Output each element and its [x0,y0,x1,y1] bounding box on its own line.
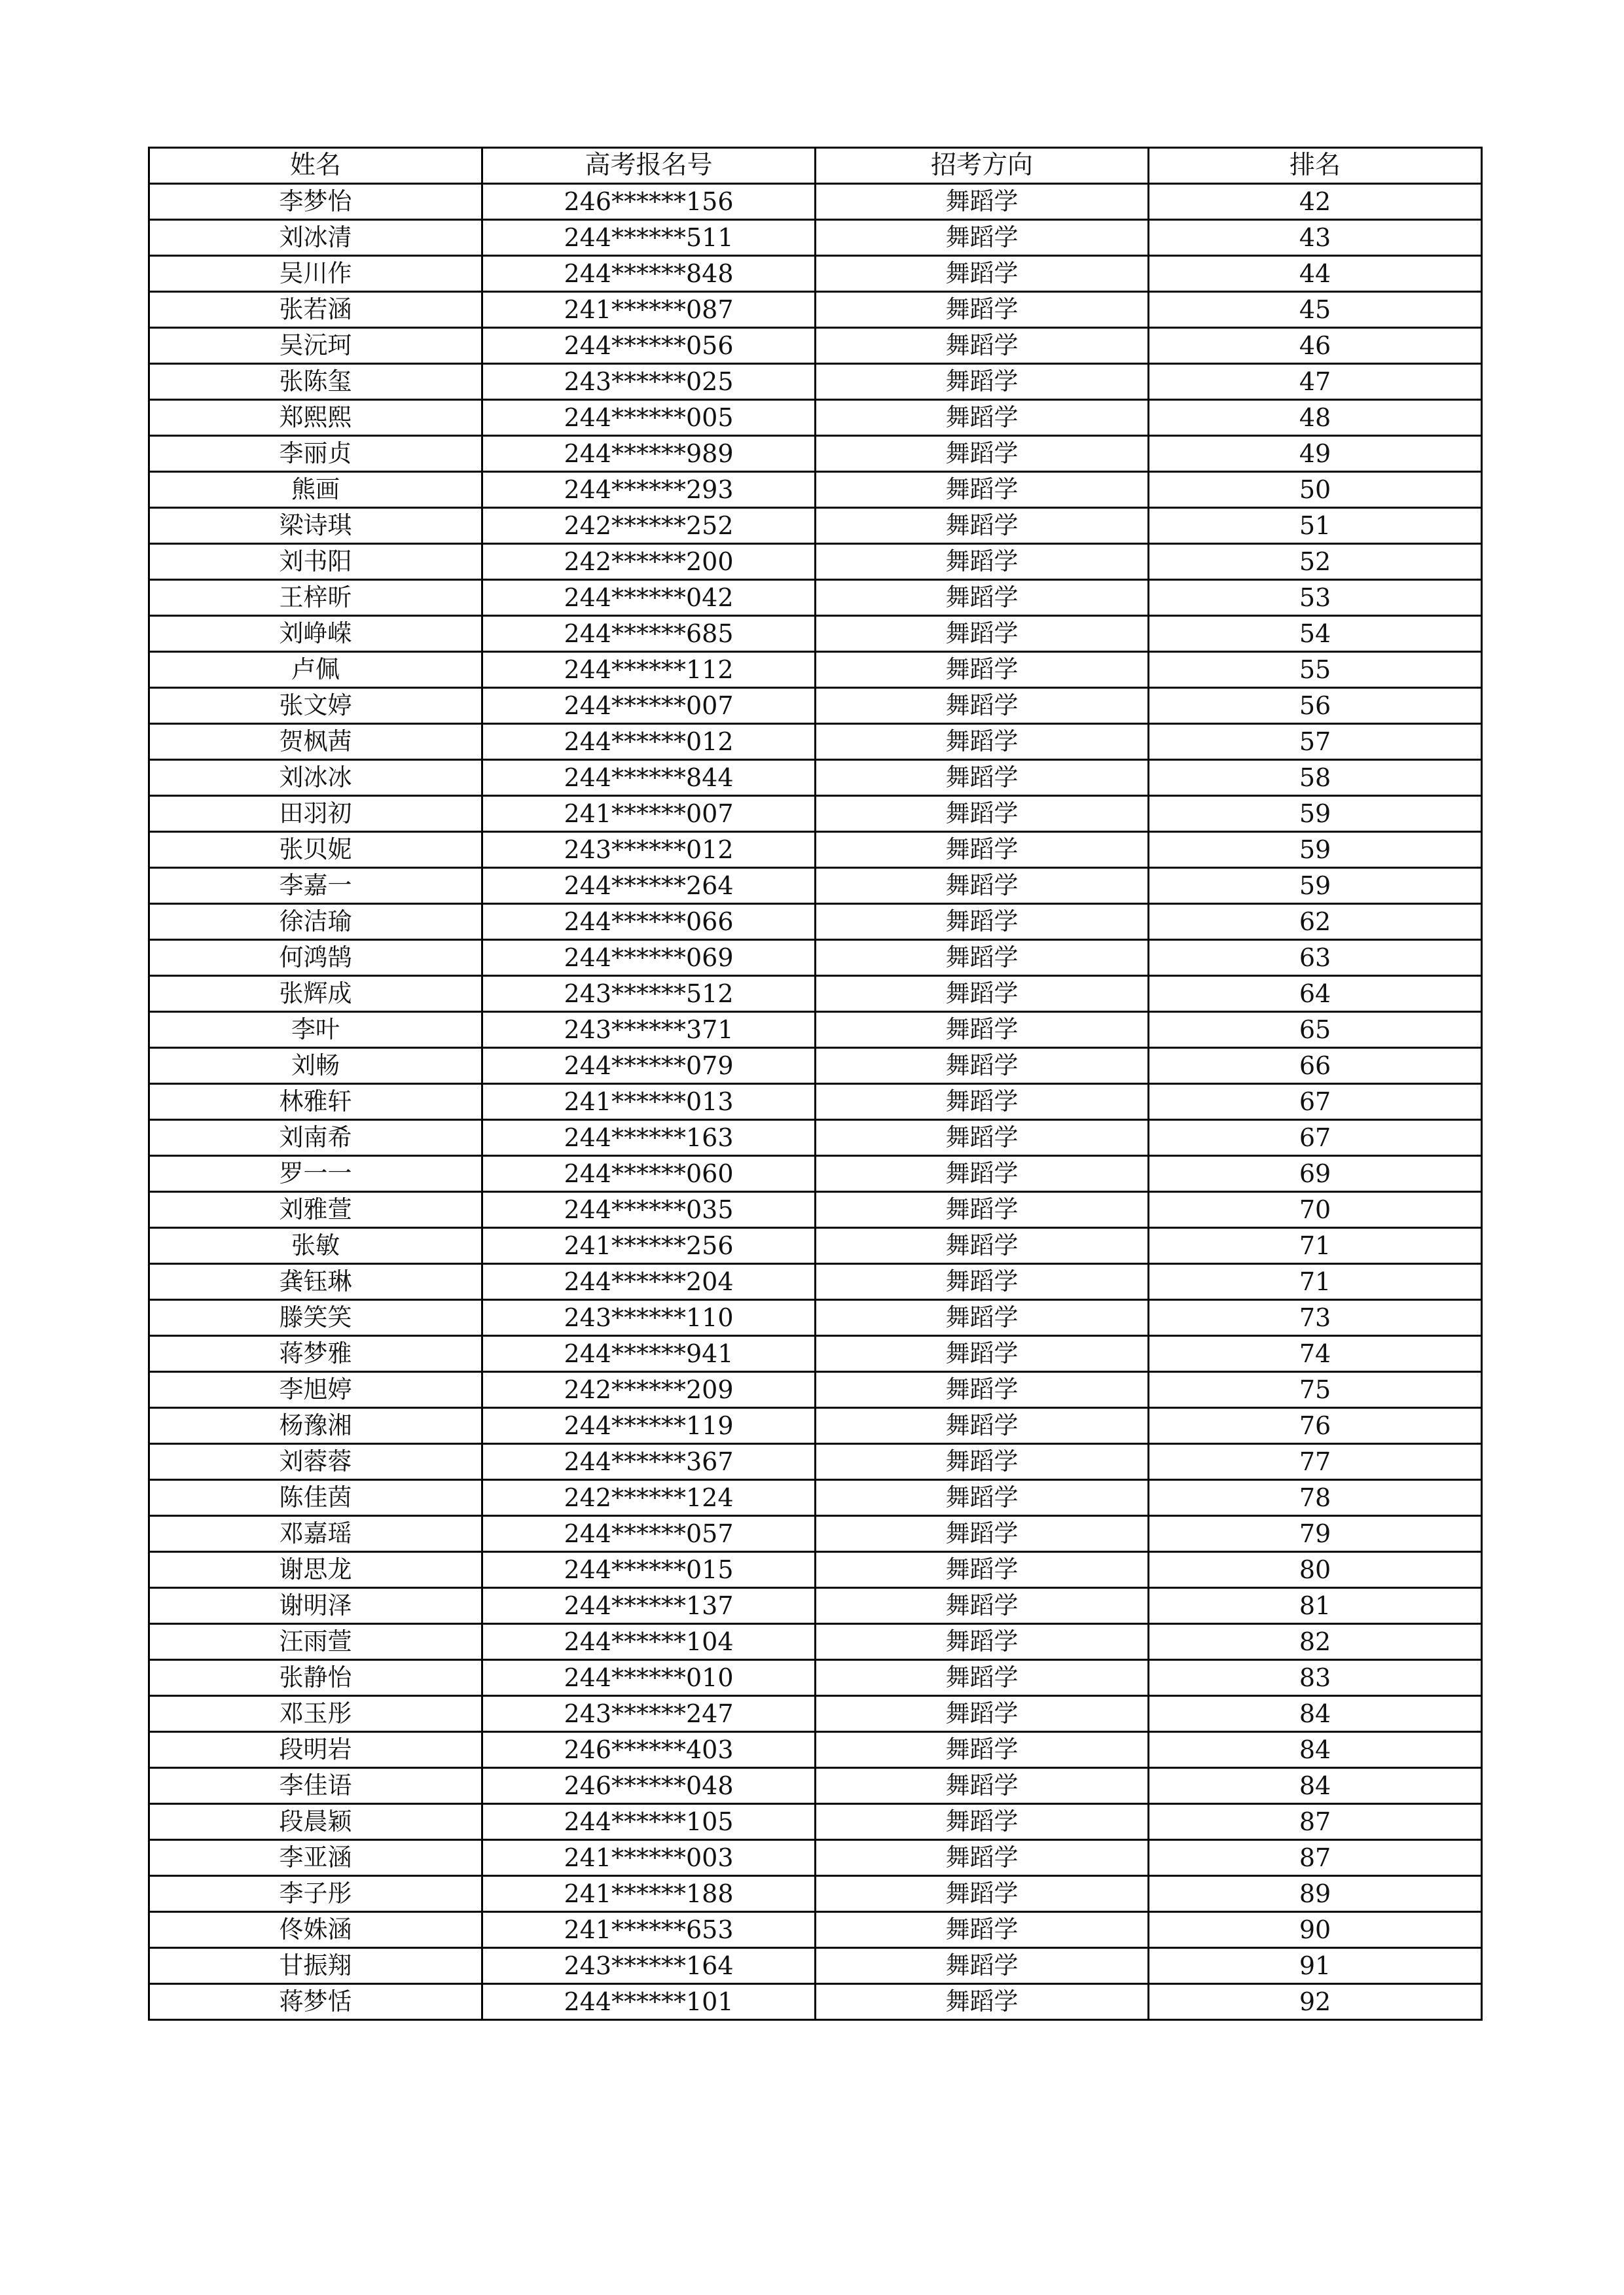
cell-rank: 89 [1149,1876,1482,1912]
table-row [149,1012,1482,1048]
cell-name: 陈佳茵 [149,1480,482,1516]
cell-rank: 74 [1149,1336,1482,1372]
cell-name: 吴川作 [149,256,482,292]
cell-registration-number: 241******188 [482,1876,816,1912]
cell-name: 吴沅珂 [149,328,482,364]
cell-direction: 舞蹈学 [816,832,1149,868]
cell-rank: 56 [1149,688,1482,724]
cell-rank: 66 [1149,1048,1482,1084]
cell-name: 田羽初 [149,796,482,832]
cell-registration-number: 244******042 [482,580,816,616]
table-header-row [149,148,1482,184]
table-row [149,616,1482,652]
cell-name: 滕笑笑 [149,1300,482,1336]
cell-direction: 舞蹈学 [816,220,1149,256]
cell-rank: 76 [1149,1408,1482,1444]
table-row [149,1192,1482,1228]
cell-registration-number: 241******013 [482,1084,816,1120]
table-row [149,760,1482,796]
cell-name: 甘振翔 [149,1948,482,1984]
cell-rank: 71 [1149,1228,1482,1264]
cell-direction: 舞蹈学 [816,328,1149,364]
cell-rank: 55 [1149,652,1482,688]
table-row [149,796,1482,832]
table-row [149,1372,1482,1408]
table-row [149,688,1482,724]
cell-registration-number: 244******848 [482,256,816,292]
cell-direction: 舞蹈学 [816,1264,1149,1300]
cell-direction: 舞蹈学 [816,544,1149,580]
cell-direction: 舞蹈学 [816,1192,1149,1228]
cell-direction: 舞蹈学 [816,1084,1149,1120]
cell-name: 李梦怡 [149,184,482,220]
cell-direction: 舞蹈学 [816,904,1149,940]
table-row [149,1768,1482,1804]
cell-direction: 舞蹈学 [816,436,1149,472]
table-row [149,436,1482,472]
cell-registration-number: 244******941 [482,1336,816,1372]
cell-name: 张静怡 [149,1660,482,1696]
table-row [149,1336,1482,1372]
table-row [149,328,1482,364]
cell-direction: 舞蹈学 [816,1480,1149,1516]
cell-registration-number: 242******209 [482,1372,816,1408]
cell-rank: 42 [1149,184,1482,220]
cell-name: 蒋梦雅 [149,1336,482,1372]
cell-rank: 69 [1149,1156,1482,1192]
cell-registration-number: 244******989 [482,436,816,472]
cell-direction: 舞蹈学 [816,472,1149,508]
cell-registration-number: 241******007 [482,796,816,832]
cell-rank: 47 [1149,364,1482,400]
cell-direction: 舞蹈学 [816,796,1149,832]
cell-rank: 75 [1149,1372,1482,1408]
table-row [149,1876,1482,1912]
cell-direction: 舞蹈学 [816,1768,1149,1804]
cell-rank: 84 [1149,1696,1482,1732]
table-row [149,292,1482,328]
cell-direction: 舞蹈学 [816,1228,1149,1264]
table-row [149,1804,1482,1840]
cell-rank: 71 [1149,1264,1482,1300]
cell-registration-number: 243******110 [482,1300,816,1336]
cell-rank: 82 [1149,1624,1482,1660]
cell-rank: 58 [1149,760,1482,796]
cell-direction: 舞蹈学 [816,1696,1149,1732]
cell-registration-number: 244******056 [482,328,816,364]
cell-direction: 舞蹈学 [816,1120,1149,1156]
cell-rank: 48 [1149,400,1482,436]
table-row [149,472,1482,508]
cell-registration-number: 244******105 [482,1804,816,1840]
cell-registration-number: 244******844 [482,760,816,796]
cell-name: 李子彤 [149,1876,482,1912]
cell-name: 杨豫湘 [149,1408,482,1444]
cell-rank: 54 [1149,616,1482,652]
cell-direction: 舞蹈学 [816,724,1149,760]
cell-direction: 舞蹈学 [816,508,1149,544]
cell-registration-number: 242******124 [482,1480,816,1516]
table-row [149,1300,1482,1336]
cell-direction: 舞蹈学 [816,1624,1149,1660]
cell-rank: 62 [1149,904,1482,940]
table-row [149,1048,1482,1084]
cell-name: 王梓昕 [149,580,482,616]
cell-rank: 43 [1149,220,1482,256]
cell-registration-number: 244******079 [482,1048,816,1084]
cell-name: 蒋梦恬 [149,1984,482,2020]
cell-name: 佟姝涵 [149,1912,482,1948]
cell-registration-number: 243******512 [482,976,816,1012]
table-row [149,1480,1482,1516]
table-row [149,1156,1482,1192]
table-row [149,1408,1482,1444]
cell-rank: 83 [1149,1660,1482,1696]
cell-name: 熊画 [149,472,482,508]
cell-rank: 87 [1149,1840,1482,1876]
cell-registration-number: 244******264 [482,868,816,904]
cell-name: 郑熙熙 [149,400,482,436]
cell-direction: 舞蹈学 [816,1156,1149,1192]
cell-registration-number: 244******137 [482,1588,816,1624]
table-row [149,1660,1482,1696]
cell-direction: 舞蹈学 [816,940,1149,976]
cell-registration-number: 246******048 [482,1768,816,1804]
cell-name: 梁诗琪 [149,508,482,544]
header-registration-number: 高考报名号 [482,148,816,184]
cell-name: 李丽贞 [149,436,482,472]
cell-name: 徐洁瑜 [149,904,482,940]
cell-registration-number: 243******371 [482,1012,816,1048]
cell-direction: 舞蹈学 [816,1408,1149,1444]
cell-rank: 53 [1149,580,1482,616]
cell-rank: 67 [1149,1120,1482,1156]
cell-direction: 舞蹈学 [816,1300,1149,1336]
cell-direction: 舞蹈学 [816,688,1149,724]
cell-registration-number: 244******007 [482,688,816,724]
cell-rank: 92 [1149,1984,1482,2020]
table-row [149,1516,1482,1552]
cell-name: 李叶 [149,1012,482,1048]
cell-name: 邓嘉瑶 [149,1516,482,1552]
table-row [149,256,1482,292]
cell-name: 刘峥嵘 [149,616,482,652]
cell-rank: 59 [1149,868,1482,904]
cell-registration-number: 244******060 [482,1156,816,1192]
cell-name: 李佳语 [149,1768,482,1804]
cell-registration-number: 241******256 [482,1228,816,1264]
cell-rank: 79 [1149,1516,1482,1552]
cell-rank: 50 [1149,472,1482,508]
cell-registration-number: 244******104 [482,1624,816,1660]
cell-direction: 舞蹈学 [816,1048,1149,1084]
table-row [149,1084,1482,1120]
cell-direction: 舞蹈学 [816,1804,1149,1840]
cell-rank: 70 [1149,1192,1482,1228]
cell-direction: 舞蹈学 [816,1948,1149,1984]
table-row [149,976,1482,1012]
cell-name: 李旭婷 [149,1372,482,1408]
cell-rank: 90 [1149,1912,1482,1948]
cell-registration-number: 244******293 [482,472,816,508]
cell-name: 段明岩 [149,1732,482,1768]
cell-registration-number: 241******087 [482,292,816,328]
cell-registration-number: 244******119 [482,1408,816,1444]
header-rank: 排名 [1149,148,1482,184]
cell-direction: 舞蹈学 [816,652,1149,688]
cell-rank: 46 [1149,328,1482,364]
cell-rank: 44 [1149,256,1482,292]
cell-registration-number: 243******012 [482,832,816,868]
cell-registration-number: 246******403 [482,1732,816,1768]
cell-rank: 73 [1149,1300,1482,1336]
cell-name: 谢思龙 [149,1552,482,1588]
table-row [149,1984,1482,2020]
cell-name: 刘蓉蓉 [149,1444,482,1480]
table-row [149,724,1482,760]
cell-rank: 59 [1149,832,1482,868]
table-row [149,1840,1482,1876]
cell-direction: 舞蹈学 [816,1876,1149,1912]
cell-name: 谢明泽 [149,1588,482,1624]
cell-rank: 77 [1149,1444,1482,1480]
cell-rank: 63 [1149,940,1482,976]
cell-name: 刘畅 [149,1048,482,1084]
cell-direction: 舞蹈学 [816,616,1149,652]
cell-rank: 64 [1149,976,1482,1012]
cell-registration-number: 244******066 [482,904,816,940]
cell-rank: 59 [1149,796,1482,832]
cell-name: 张辉成 [149,976,482,1012]
table-row [149,1228,1482,1264]
cell-rank: 84 [1149,1768,1482,1804]
header-name: 姓名 [149,148,482,184]
cell-direction: 舞蹈学 [816,1912,1149,1948]
cell-name: 贺枫茜 [149,724,482,760]
cell-name: 林雅轩 [149,1084,482,1120]
cell-name: 刘书阳 [149,544,482,580]
cell-name: 龚钰琳 [149,1264,482,1300]
cell-rank: 51 [1149,508,1482,544]
table-row [149,940,1482,976]
cell-direction: 舞蹈学 [816,1516,1149,1552]
cell-registration-number: 244******204 [482,1264,816,1300]
cell-registration-number: 244******010 [482,1660,816,1696]
cell-direction: 舞蹈学 [816,256,1149,292]
table-row [149,1948,1482,1984]
cell-direction: 舞蹈学 [816,400,1149,436]
cell-rank: 80 [1149,1552,1482,1588]
table-row [149,652,1482,688]
cell-name: 卢佩 [149,652,482,688]
cell-name: 刘雅萱 [149,1192,482,1228]
table-row [149,220,1482,256]
cell-registration-number: 244******015 [482,1552,816,1588]
cell-rank: 81 [1149,1588,1482,1624]
cell-registration-number: 244******057 [482,1516,816,1552]
table-row [149,400,1482,436]
cell-registration-number: 244******112 [482,652,816,688]
cell-direction: 舞蹈学 [816,1660,1149,1696]
cell-direction: 舞蹈学 [816,1336,1149,1372]
cell-registration-number: 244******069 [482,940,816,976]
cell-rank: 52 [1149,544,1482,580]
table-body [149,184,1482,2020]
cell-registration-number: 246******156 [482,184,816,220]
cell-registration-number: 244******367 [482,1444,816,1480]
cell-direction: 舞蹈学 [816,1984,1149,2020]
table-row [149,1120,1482,1156]
cell-rank: 57 [1149,724,1482,760]
table-row [149,1696,1482,1732]
table-row [149,1588,1482,1624]
table-row [149,904,1482,940]
cell-name: 刘冰清 [149,220,482,256]
table-row [149,1912,1482,1948]
cell-direction: 舞蹈学 [816,1552,1149,1588]
cell-registration-number: 244******035 [482,1192,816,1228]
cell-registration-number: 244******511 [482,220,816,256]
cell-name: 刘冰冰 [149,760,482,796]
cell-rank: 78 [1149,1480,1482,1516]
cell-name: 汪雨萱 [149,1624,482,1660]
cell-direction: 舞蹈学 [816,1732,1149,1768]
cell-name: 张贝妮 [149,832,482,868]
cell-rank: 67 [1149,1084,1482,1120]
cell-rank: 45 [1149,292,1482,328]
table-row [149,1732,1482,1768]
cell-direction: 舞蹈学 [816,184,1149,220]
table-row [149,364,1482,400]
table-row [149,508,1482,544]
cell-name: 张陈玺 [149,364,482,400]
cell-registration-number: 244******101 [482,1984,816,2020]
cell-registration-number: 243******025 [482,364,816,400]
cell-direction: 舞蹈学 [816,1444,1149,1480]
cell-name: 张若涵 [149,292,482,328]
cell-registration-number: 241******653 [482,1912,816,1948]
cell-direction: 舞蹈学 [816,760,1149,796]
table-row [149,1624,1482,1660]
cell-registration-number: 241******003 [482,1840,816,1876]
cell-direction: 舞蹈学 [816,868,1149,904]
table-row [149,1264,1482,1300]
table-row [149,544,1482,580]
cell-registration-number: 242******252 [482,508,816,544]
cell-name: 张敏 [149,1228,482,1264]
cell-registration-number: 244******163 [482,1120,816,1156]
table-row [149,1444,1482,1480]
cell-rank: 91 [1149,1948,1482,1984]
cell-name: 何鸿鹄 [149,940,482,976]
cell-direction: 舞蹈学 [816,1840,1149,1876]
cell-registration-number: 242******200 [482,544,816,580]
cell-name: 段晨颖 [149,1804,482,1840]
cell-registration-number: 244******005 [482,400,816,436]
cell-registration-number: 243******247 [482,1696,816,1732]
cell-name: 刘南希 [149,1120,482,1156]
cell-registration-number: 244******685 [482,616,816,652]
cell-name: 李嘉一 [149,868,482,904]
admission-ranking-table [148,147,1483,2021]
cell-registration-number: 244******012 [482,724,816,760]
header-direction: 招考方向 [816,148,1149,184]
cell-direction: 舞蹈学 [816,292,1149,328]
cell-name: 张文婷 [149,688,482,724]
cell-rank: 65 [1149,1012,1482,1048]
cell-rank: 84 [1149,1732,1482,1768]
table-row [149,832,1482,868]
cell-direction: 舞蹈学 [816,976,1149,1012]
cell-name: 邓玉彤 [149,1696,482,1732]
cell-rank: 49 [1149,436,1482,472]
cell-direction: 舞蹈学 [816,1588,1149,1624]
table-row [149,1552,1482,1588]
cell-direction: 舞蹈学 [816,580,1149,616]
table-row [149,184,1482,220]
table-row [149,580,1482,616]
cell-name: 李亚涵 [149,1840,482,1876]
cell-direction: 舞蹈学 [816,1012,1149,1048]
table-row [149,868,1482,904]
cell-registration-number: 243******164 [482,1948,816,1984]
cell-name: 罗一一 [149,1156,482,1192]
cell-direction: 舞蹈学 [816,1372,1149,1408]
cell-direction: 舞蹈学 [816,364,1149,400]
cell-rank: 87 [1149,1804,1482,1840]
